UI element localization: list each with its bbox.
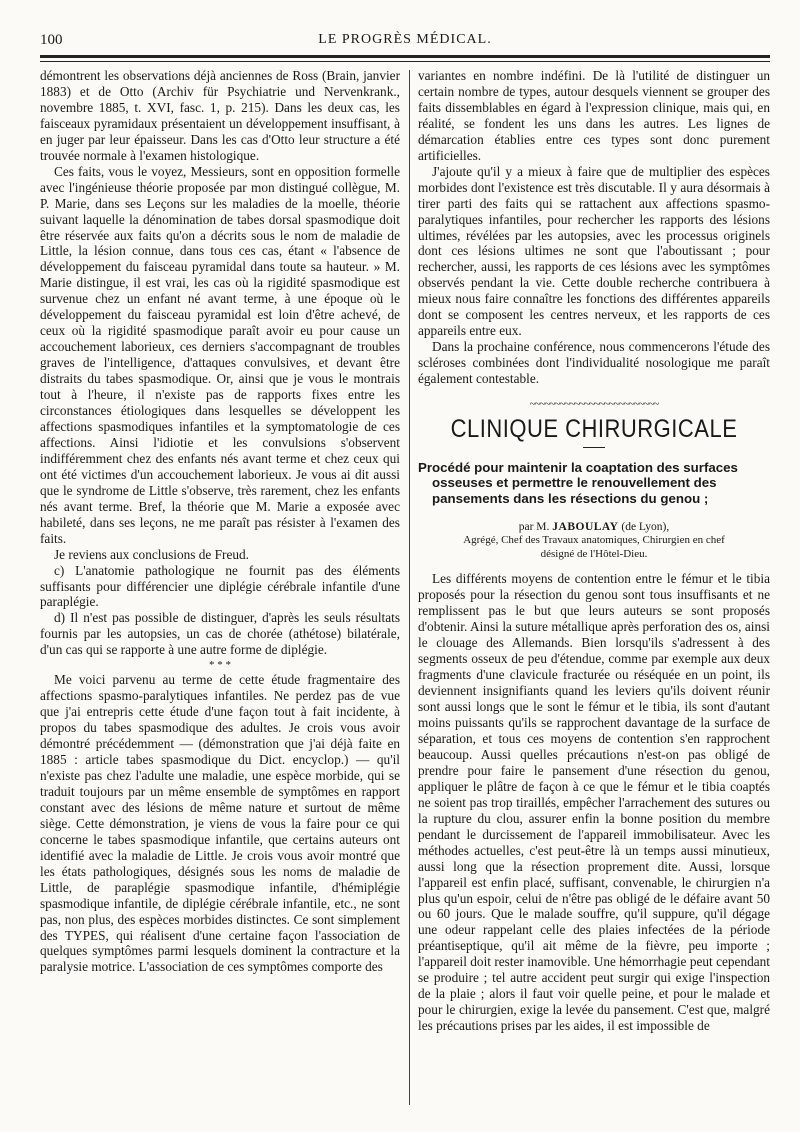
byline-suffix: (de Lyon), xyxy=(621,521,670,534)
right-paragraph-1: variantes en nombre indéfini. De là l'utilité de distinguer un certain nombre de types, autour desquels viennent se grouper des faits dissemblables en égard à l'expression clinique, mais qui, en réalité, se fondent les uns dans les autres. Les lignes de démarcation établies entre ces types sont donc purement artificielles. xyxy=(418,68,770,163)
author-affiliation xyxy=(418,534,770,561)
heading-short-rule xyxy=(583,447,605,448)
page-number: 100 xyxy=(40,32,63,48)
right-paragraph-4: Les différents moyens de contention entre le fémur et le tibia proposés pour la résection du genou sont tous insuffisants et ne remplissent pas le but que leurs auteurs se sont proposés d'obtenir. Ainsi la suture métallique après perforation des os, ainsi le clouage des Allemands. Bien lorsqu'ils s'adressent à des segments osseux de peu d'étendue, comme par exemple aux deux fragments d'une clavicule fracturée ou réséquée en un point, ils deviennent insignifiants quand les leviers qu'ils doivent réunir sont aussi longs que le sont le fémur et le tibia, ils sont d'autant moins puissants qu'ils se rapprochent davantage de la surface de séparation, et tous ces moyens de contention s'en rapprochent beaucoup. Aussi quelles précautions n'est-on pas obligé de prendre pour faire le pansement d'une résection du genou, appliquer le plâtre de façon à ce que le fémur et le tibia coaptés ne soient pas trop tiraillés, empêcher l'arrachement des sutures ou la rupture du clou, assurer enfin la bonne position du membre pendant le durcissement de l'appareil immobilisateur. Avec les méthodes actuelles, c'est peut-être là un temps aussi minutieux, aussi long que la résection proprement dite. Aussi, lorsque l'appareil est enfin placé, suffisant, convenable, le chirurgien n'a plus qu'un espoir, celui de n'être pas obligé de le défaire avant 50 ou 60 jours. Que le malade souffre, qu'il suppure, qu'il dégage une odeur rappelant celle des plaies infectées de la période préantiseptique, qu'il ait même de la fièvre, peu importe ; l'appareil doit rester inamovible. Une hémorrhagie peut cependant se produire ; tel autre accident peut surgir qui exige l'inspection de la plaie ; alors il faut voir quelle peine, et pour le malade et pour le chirurgien, exige la levée du pansement. C'est que, malgré les précautions prises par les aides, il est impossible de xyxy=(418,571,770,1034)
article-title: Procédé pour maintenir la coaptation des surfaces osseuses et permettre le renouvellement des pansements dans les résections du genou ; xyxy=(418,459,738,506)
left-paragraph-6: Me voici parvenu au terme de cette étude fragmentaire des affections spasmo-paralytiques infantiles. Ne perdez pas de vue que j'ai entrepris cette étude d'une façon tout à fait incidente, à propos du tabes spasmodique des adultes. Je crois vous avoir démontré précédemment — (démonstration que j'ai déjà faite en 1885 : article tabes spasmodique du Dict. encyclop.) — qu'il n'existe pas chez l'adulte une maladie, une espèce morbide, qui se traduit toujours par un même ensemble de symptômes en rapport constant avec des lésions de même nature et surtout de même siège. Cette démonstration, je viens de vous la faire pour ce qui concerne le tabes spasmodique infantile, que certains auteurs ont identifié avec la maladie de Little. Je crois vous avoir montré que les états pathologiques, désignés sous les noms de maladie de Little, de paraplégie spasmodique infantile, d'hémiplégie spasmodique infantile, de diplégie cérébrale infantile, etc., ne sont pas, non plus, des espèces morbides distinctes. Ce sont simplement des TYPES, qui réalisent d'une certaine façon l'association de quelques symptômes parmi lesquels dominent la contracture et la paralysie motrice. L'association de ces symptômes comporte des xyxy=(40,672,400,975)
left-paragraph-4: c) L'anatomie pathologique ne fournit pas des éléments suffisants pour différencier une diplégie cérébrale infantile d'une paraplégie. xyxy=(40,562,400,610)
byline-prefix: par M. xyxy=(518,521,550,534)
right-paragraph-3: Dans la prochaine conférence, nous commencerons l'étude des scléroses combinées dont l'individualité nosologique me paraît également contestable. xyxy=(418,339,770,387)
left-paragraph-1: démontrent les observations déjà anciennes de Ross (Brain, janvier 1883) et de Otto (Archiv für Psychiatrie und Nervenkrank., novembre 1885, t. XVI, fasc. 1, p. 215). Dans les deux cas, les faisceaux pyramidaux présentaient un développement insuffisant, à en juger par leur épaisseur. Dans les cas d'Otto leur structure a été trouvée normale à l'examen histologique. xyxy=(40,68,400,163)
left-paragraph-5: d) Il n'est pas possible de distinguer, d'après les seuls résultats fournis par les autopsies, un cas de chorée (athétose) bilatérale, d'un cas qui se rapporte à une autre forme de diplégie. xyxy=(40,610,400,658)
affiliation-line-2: désigné de l'Hôtel-Dieu. xyxy=(540,547,648,560)
running-title: LE PROGRÈS MÉDICAL. xyxy=(318,32,492,47)
left-paragraph-3: Je reviens aux conclusions de Freud. xyxy=(54,546,249,562)
affiliation-line-1: Agrégé, Chef des Travaux anatomiques, Chirurgien en chef xyxy=(463,534,725,547)
article-byline xyxy=(418,520,770,534)
header-rule-thick xyxy=(40,55,770,58)
fleuron-ornament: ~~~~~~~~~~~~~~~~~~~~~~~~~~ xyxy=(529,398,659,411)
section-asterisks: * * * xyxy=(209,659,231,672)
column-separator xyxy=(409,70,410,1105)
section-heading: CLINIQUE CHIRURGICALE xyxy=(450,414,738,443)
left-paragraph-2: Ces faits, vous le voyez, Messieurs, sont en opposition formelle avec l'ingénieuse théorie proposée par mon distingué collègue, M. P. Marie, dans ses Leçons sur les maladies de la moelle, théorie suivant laquelle la dénomination de tabes dorsal spasmodique doit être réservée aux faits qu'on a décrits sous le nom de maladie de Little, la lésion connue, dans tous ces cas, étant « l'absence de développement du faisceau pyramidal dans toute sa hauteur. » M. Marie distingue, il est vrai, les cas où la rigidité spasmodique est survenue chez un enfant né avant terme, à une époque où le développement du faisceau pyramidal est loin d'être achevé, de ceux où la rigidité spasmodique paraît avoir eu pour cause un accouchement laborieux, ces derniers s'accompagnant de troubles graves de l'intelligence, d'attaques convulsives, et devant être distraits du tabes spasmodique. Or, ainsi que je vous le montrais tout à l'heure, il n'existe pas de rapports fixes entre les circonstances étiologiques dans lesquelles se développent les affections spasmodiques infantiles et la symptomatologie de ces affections. Ainsi l'idiotie et les convulsions s'observent indifféremment chez des enfants nés avant terme et chez ceux qui ont été victimes d'un accouchement laborieux. Je vous ai dit aussi que le syndrome de Little s'observe, très rarement, chez les enfants nés avant terme. Bref, la théorie que M. Marie a exposée avec habileté, dans ses leçons, ne me paraît pas résister à l'examen des faits. xyxy=(40,163,400,546)
right-column xyxy=(418,68,770,1034)
page-header xyxy=(40,32,770,54)
right-paragraph-2: J'ajoute qu'il y a mieux à faire que de multiplier des espèces morbides dont l'existence est très discutable. Il y aura désormais à tirer parti des faits qui se rattachent aux affections spasmo-paralytiques infantiles, pour rechercher les rapports des lésions ultimes, révélées par les autopsies, avec les processus originels dont ces lésions ultimes ne sont que l'aboutissant ; pour rechercher, aussi, les rapports de ces lésions avec les symptômes observés pendant la vie. Cette double recherche contribuera à mieux nous faire connaître les fonctions des différentes appareils dont se composent les centres nerveux, et les rapports de ces appareils entre eux. xyxy=(418,163,770,339)
byline-author: JABOULAY xyxy=(552,521,619,534)
header-rule-thin xyxy=(40,61,770,62)
left-column xyxy=(40,68,400,975)
